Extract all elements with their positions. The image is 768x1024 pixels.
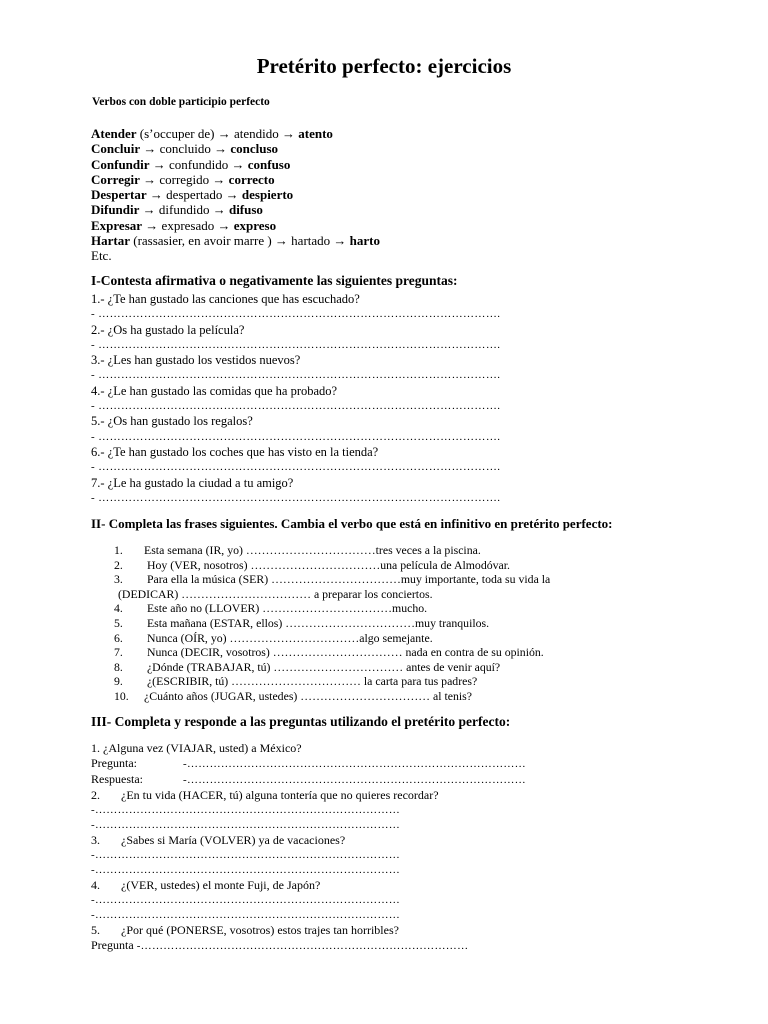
list-item (114, 631, 550, 646)
answer-row (91, 756, 526, 772)
answer-line[interactable]: - ……………………………………………………………………………………………. (91, 338, 501, 351)
answer-row (91, 938, 526, 954)
verb-regular-participle: → despertado → (146, 187, 242, 203)
question-text: 7.- ¿Le ha gustado la ciudad a tu amigo? (91, 475, 294, 490)
verb-row (91, 187, 380, 202)
item-text: Esta semana (IR, yo) ……………………………tres veces a la piscina. (144, 543, 481, 557)
question-text: ¿(VER, ustedes) el monte Fuji, de Japón? (121, 878, 321, 892)
item-text: (DEDICAR) …………………………… a preparar los conciertos. (118, 586, 433, 601)
verb-infinitive: Concluir (91, 141, 141, 157)
answer-line[interactable]: -……………………………………………………………………… (91, 864, 401, 876)
answer-line[interactable]: -……………………………………………………………………………… (183, 774, 526, 786)
verb-irregular-participle: correcto (228, 171, 275, 187)
verb-irregular-participle: atento (298, 126, 333, 141)
verb-list (91, 126, 380, 264)
verb-irregular-participle: expreso (233, 217, 277, 233)
verb-infinitive: Difundir (91, 202, 140, 218)
item-text: Para ella la música (SER) ……………………………muy importante, toda su vida la (144, 572, 551, 587)
item-text: ¿Cuánto años (JUGAR, ustedes) …………………………… al tenis? (144, 688, 472, 703)
question-number: 4. (91, 878, 100, 892)
question-text: ¿Por qué (PONERSE, vosotros) estos trajes tan horribles? (121, 923, 399, 937)
list-item (114, 674, 550, 689)
item-text: Nunca (OÍR, yo) ……………………………algo semejante. (144, 630, 433, 645)
item-text: Este año no (LLOVER) ……………………………mucho. (144, 601, 428, 616)
item-number: 2. (114, 557, 123, 572)
question-number: 5. (91, 923, 100, 937)
verb-irregular-participle: confuso (247, 156, 291, 172)
item-text: Nunca (DECIR, vosotros) …………………………… nada en contra de su opinión. (144, 645, 544, 660)
verb-irregular-participle: harto (349, 233, 380, 249)
list-item (114, 543, 550, 558)
item-number: 10. (114, 688, 129, 703)
list-item (114, 660, 550, 675)
question-text: 3.- ¿Les han gustado los vestidos nuevos? (91, 353, 301, 368)
answer-line[interactable]: -……………………………………………………………………… (91, 804, 401, 816)
item-text: ¿Dónde (TRABAJAR, tú) …………………………… antes de venir aquí? (144, 659, 501, 674)
question-text: 5.- ¿Os han gustado los regalos? (91, 414, 253, 429)
verb-row (91, 233, 380, 248)
verb-infinitive: Expresar (91, 217, 143, 233)
answer-line[interactable]: - ……………………………………………………………………………………………. (91, 461, 501, 474)
item-number: 1. (114, 543, 123, 557)
answer-line[interactable]: - ……………………………………………………………………………………………. (91, 369, 501, 382)
list-item-continuation (114, 587, 550, 602)
question-number: 3. (91, 833, 100, 847)
section-1-heading: I-Contesta afirmativa o negativamente las siguientes preguntas: (91, 273, 458, 288)
verb-row (91, 202, 380, 217)
verb-regular-participle: → expresado → (142, 217, 234, 233)
item-text: Hoy (VER, nosotros) ……………………………una película de Almodóvar. (144, 557, 510, 572)
verb-regular-participle: → concluido → (140, 141, 231, 157)
verb-irregular-participle: concluso (230, 141, 279, 157)
question-row (91, 833, 526, 848)
verb-note: (s’occuper de) (136, 126, 215, 141)
list-item (114, 645, 550, 660)
section-2-heading: II- Completa las frases siguientes. Cambia el verbo que está en infinitivo en pretérito perfecto: (91, 516, 613, 531)
verb-note: (rassasier, en avoir marre ) (129, 233, 272, 249)
verb-infinitive: Atender (91, 126, 137, 141)
verb-row (91, 218, 380, 233)
verb-infinitive: Confundir (91, 156, 150, 172)
subtitle: Verbos con doble participio perfecto (92, 96, 270, 108)
list-item (114, 558, 550, 573)
section-3-heading: III- Completa y responde a las preguntas utilizando el pretérito perfecto: (91, 714, 511, 729)
question-text: 1.- ¿Te han gustado las canciones que has escuchado? (91, 292, 360, 306)
verb-regular-participle: → difundido → (139, 202, 229, 218)
question-row (91, 788, 526, 803)
pregunta-label: Pregunta (91, 938, 134, 952)
verb-regular-participle: → hartado → (271, 233, 350, 249)
answer-line[interactable]: - ……………………………………………………………………………………………. (91, 308, 501, 321)
verb-irregular-participle: difuso (228, 202, 263, 218)
item-number: 3. (114, 572, 123, 587)
answer-line[interactable]: - ……………………………………………………………………………………………. (91, 400, 501, 413)
list-item (114, 601, 550, 616)
etc-text: Etc. (91, 248, 112, 264)
item-number: 7. (114, 645, 123, 660)
answer-line[interactable]: - ……………………………………………………………………………………………. (91, 491, 501, 504)
question-text: ¿Sabes si María (VOLVER) ya de vacaciones? (121, 833, 346, 847)
list-item (114, 572, 550, 587)
verb-irregular-participle: despierto (241, 187, 294, 203)
question-text: 6.- ¿Te han gustado los coches que has visto en la tienda? (91, 444, 379, 459)
answer-line[interactable]: -…………………………………………………………………………… (133, 940, 469, 952)
item-number: 8. (114, 659, 123, 674)
item-text: ¿(ESCRIBIR, tú) …………………………… la carta para tus padres? (144, 674, 478, 689)
verb-regular-participle: → corregido → (139, 171, 229, 187)
answer-line[interactable]: - ……………………………………………………………………………………………. (91, 430, 501, 443)
item-number: 6. (114, 630, 123, 645)
item-number: 4. (114, 601, 123, 616)
page-title: Pretérito perfecto: ejercicios (256, 54, 512, 78)
list-item (114, 616, 550, 631)
question-number: 2. (91, 788, 100, 802)
verb-infinitive: Despertar (91, 187, 147, 203)
question-row (91, 923, 526, 938)
answer-line[interactable]: -……………………………………………………………………… (91, 909, 401, 921)
question-text: 4.- ¿Le han gustado las comidas que ha probado? (91, 383, 338, 398)
question-text: 2.- ¿Os ha gustado la película? (91, 322, 245, 337)
answer-line[interactable]: -……………………………………………………………………… (91, 894, 401, 906)
verb-row (91, 141, 380, 156)
verb-row (91, 172, 380, 187)
verb-infinitive: Hartar (91, 233, 130, 249)
verb-infinitive: Corregir (91, 171, 140, 187)
answer-line[interactable]: -……………………………………………………………………… (91, 819, 401, 831)
question-text: ¿En tu vida (HACER, tú) alguna tontería que no quieres recordar? (121, 788, 439, 802)
item-number: 9. (114, 674, 123, 689)
pregunta-label: Pregunta: (91, 756, 137, 770)
section-3-exercises (91, 741, 526, 954)
answer-row (91, 772, 526, 788)
item-number: 5. (114, 615, 123, 630)
section-2-list (114, 543, 550, 704)
answer-line[interactable]: -……………………………………………………………………… (91, 849, 401, 861)
verb-row (91, 157, 380, 172)
list-item (114, 689, 550, 704)
section-1-questions (91, 292, 500, 506)
verb-regular-participle: → atendido → (214, 126, 299, 141)
question-text: 1. ¿Alguna vez (VIAJAR, usted) a México? (91, 741, 302, 755)
verb-regular-participle: → confundido → (149, 156, 248, 172)
question-row (91, 878, 526, 893)
answer-line[interactable]: -……………………………………………………………………………… (183, 758, 526, 770)
verb-row (91, 126, 380, 141)
item-text: Esta mañana (ESTAR, ellos) ……………………………muy tranquilos. (144, 615, 490, 630)
respuesta-label: Respuesta: (91, 772, 143, 786)
